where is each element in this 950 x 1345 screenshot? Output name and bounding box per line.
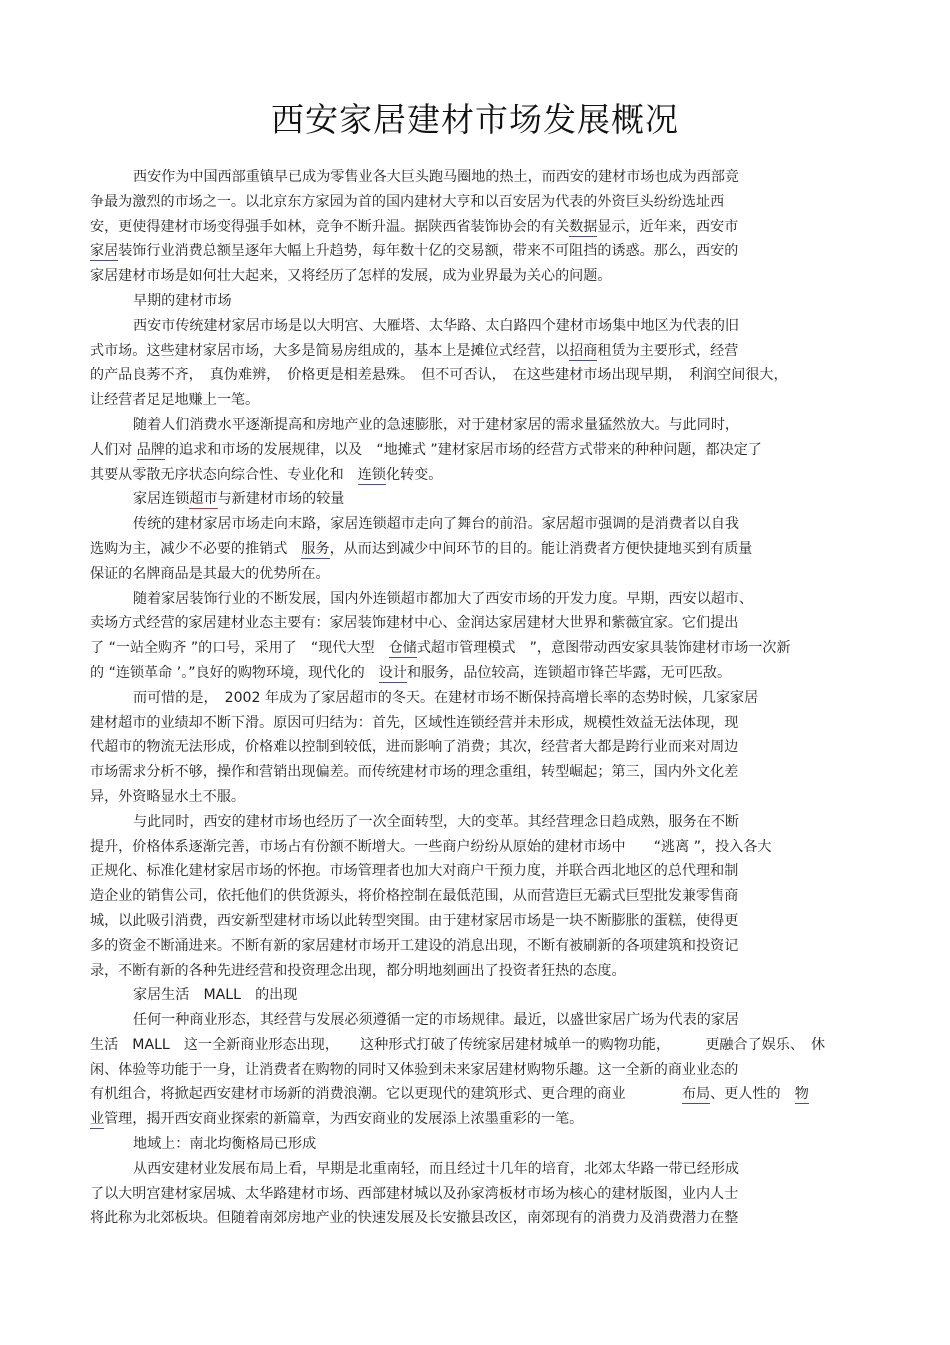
text-run: 正规化、标准化建材家居市场的怀抱。市场管理者也加大对商户干预力度，并联合西北地区的总代理和制 (90, 863, 739, 880)
text-line (90, 1082, 870, 1107)
text-line (90, 413, 870, 438)
keyword-link: 数据 (569, 218, 598, 235)
text-line (90, 1033, 870, 1058)
text-run: 多的资金不断涌进来。不断有新的家居建材市场开工建设的消息出现，不断有被刷新的各项建筑和投资记 (90, 937, 739, 954)
text-run: 选购为主，减少不必要的推销式 (90, 540, 302, 557)
keyword-link: 物 (794, 1086, 809, 1103)
text-run: 录，不断有新的各种先进经营和投资理念出现，都分明地刻画出了投资者狂热的态度。 (90, 962, 626, 979)
text-run: 保证的名牌商品是其最大的优势所在。 (90, 565, 330, 582)
text-line (90, 859, 870, 884)
keyword-link: 品牌 (136, 441, 165, 458)
keyword-link: 超市 (189, 491, 218, 508)
text-line (90, 388, 870, 413)
text-run: 了以大明宫建材家居城、太华路建材市场、西部建材城以及孙家湾板材市场为核心的建材版图，业内人士 (90, 1185, 739, 1202)
text-line (90, 314, 870, 339)
text-run: 式市场。这些建材家居市场，大多是简易房组成的，基本上是摊位式经营，以 (90, 342, 570, 359)
text-run: 让经营者足足地赚上一笔。 (90, 392, 260, 409)
text-run: 、更人性的 (710, 1086, 795, 1103)
text-line (90, 735, 870, 760)
text-run: 有机组合，将掀起西安建材市场新的消费浪潮。它以更现代的建筑形式、更合理的商业 (90, 1086, 682, 1103)
text-line (90, 562, 870, 587)
text-run: 家居生活 MALL 的出现 (133, 987, 298, 1004)
text-run: 建材超市的业绩却不断下滑。原因可归结为：首先，区域性连锁经营并未形成，规模性效益无法体现，现 (90, 714, 739, 731)
text-line (90, 686, 870, 711)
keyword-link: 设计 (378, 664, 407, 681)
text-line (90, 363, 870, 388)
text-run: 将此称为北郊板块。但随着南郊房地产业的快速发展及长安撤县改区，南郊现有的消费力及消费潜力在整 (90, 1210, 739, 1227)
text-run: 的产品良莠不齐， 真伪难辨， 价格更是相差悬殊。 但不可否认， 在这些建材市场出现早期， 利润空间很大， (90, 367, 788, 384)
text-line (90, 1157, 870, 1182)
keyword-link: 布局 (681, 1086, 711, 1103)
text-run: 从西安建材业发展布局上看，早期是北重南轻，而且经过十几年的培育，北郊太华路一带已经形成 (133, 1160, 740, 1177)
text-line (90, 537, 870, 562)
text-run: 人们对 (90, 441, 137, 458)
keyword-link: 连锁 (357, 466, 386, 483)
text-line (90, 1182, 870, 1207)
keyword-link: 服务 (301, 540, 330, 557)
text-run: 的 “连锁革命 ’。”良好的购物环境，现代化的 (90, 664, 379, 681)
text-line (90, 835, 870, 860)
text-line (90, 512, 870, 537)
text-run: 随着人们消费水平逐渐提高和房地产业的急速膨胀，对于建材家居的需求量猛然放大。与此同时， (133, 416, 740, 433)
text-line (90, 463, 870, 488)
text-run: 闲、体验等功能于一身，让消费者在购物的同时又体验到未来家居建材购物乐趣。这一全新的商业业态的 (90, 1061, 739, 1078)
text-line (90, 165, 870, 190)
text-run: 提升，价格体系逐渐完善，市场占有份额不断增大。一些商户纷纷从原始的建材市场中 “逃离 ”，投入各大 (90, 838, 772, 855)
text-run: 显示，近年来，西安市 (597, 218, 739, 235)
text-line (90, 785, 870, 810)
text-run: 西安作为中国西部重镇早已成为零售业各大巨头跑马圈地的热土，而西安的建材市场也成为西部竞 (133, 169, 740, 185)
document-title: 西安家居建材市场发展概况 (271, 100, 679, 139)
text-line (90, 587, 870, 612)
text-run: 任何一种商业形态，其经营与发展必须遵循一定的市场规律。最近，以盛世家居广场为代表的家居 (133, 1012, 740, 1029)
text-run: 的追求和市场的发展规律，以及 “地摊式 ”建材家居市场的经营方式带来的种种问题，都决定了 (164, 441, 762, 458)
text-line (90, 487, 870, 512)
text-run: 早期的建材市场 (133, 292, 232, 309)
keyword-link: 招商 (569, 342, 598, 359)
keyword-link: 家居 (90, 243, 119, 260)
text-line (90, 959, 870, 984)
text-line (90, 884, 870, 909)
text-run: 租赁为主要形式，经营 (597, 342, 739, 359)
document-body (90, 165, 870, 1231)
text-run: 与此同时，西安的建材市场也经历了一次全面转型，大的变革。其经营理念日趋成熟，服务在不断 (133, 813, 740, 830)
text-run: 市场需求分析不够，操作和营销出现偏差。而传统建材市场的理念重组，转型崛起；第三，国内外文化差 (90, 764, 739, 781)
text-line (90, 661, 870, 686)
text-run: 管理，揭开西安商业探索的新篇章，为西安商业的发展添上浓墨重彩的一笔。 (104, 1111, 584, 1128)
text-run: 装饰行业消费总额呈逐年大幅上升趋势，每年数十亿的交易额，带来不可阻挡的诱惑。那么，西安的 (118, 243, 739, 260)
text-run: 和服务，品位较高，连锁超市锋芒毕露，无可匹敌。 (406, 664, 732, 681)
text-line (90, 1132, 870, 1157)
text-line (90, 264, 870, 289)
text-run: ，从而达到减少中间环节的目的。能让消费者方便快捷地买到有质量 (329, 540, 753, 557)
text-run: 生活 MALL 这一全新商业形态出现， 这种形式打破了传统家居建材城单一的购物功能， 更融合了娱乐、 休 (90, 1036, 826, 1053)
text-run: 卖场方式经营的家居建材业态主要有：家居装饰建材中心、金润达家居建材大世界和紫薇宜家。它们提出 (90, 615, 739, 632)
text-line (90, 760, 870, 785)
text-line (90, 1008, 870, 1033)
text-run: 城，以此吸引消费，西安新型建材市场以此转型突围。由于建材家居市场是一块不断膨胀的蛋糕，使得更 (90, 912, 739, 929)
text-run: 代超市的物流无法形成，价格难以控制到较低，进而影响了消费；其次，经营者大都是跨行业而来对周边 (90, 739, 739, 756)
text-run: 安，更使得建材市场变得强手如林，竞争不断升温。据陕西省装饰协会的有关 (90, 218, 570, 235)
keyword-link: 业 (90, 1111, 105, 1128)
text-line (90, 934, 870, 959)
text-line (90, 983, 870, 1008)
text-run: 式超市管理模式 ”，意图带动西安家具装饰建材市场一次新 (416, 640, 791, 657)
text-run: 与新建材市场的较量 (217, 491, 345, 508)
text-line (90, 215, 870, 240)
text-run: 了 “一站全购齐 ”的口号，采用了 “现代大型 (90, 640, 389, 657)
text-run: 家居建材市场是如何壮大起来，又将经历了怎样的发展，成为业界最为关心的问题。 (90, 268, 612, 285)
text-line (90, 438, 870, 463)
text-run: 其要从零散无序状态向综合性、专业化和 (90, 466, 358, 483)
text-run: 家居连锁 (133, 491, 190, 508)
text-line (90, 1206, 870, 1231)
text-line (90, 1058, 870, 1083)
text-run: 造企业的销售公司，依托他们的供货源头，将价格控制在最低范围，从而营造巨无霸式巨型批发兼零售商 (90, 888, 739, 905)
text-line (90, 239, 870, 264)
text-line (90, 289, 870, 314)
text-line (90, 810, 870, 835)
text-line (90, 711, 870, 736)
text-run: 争最为激烈的市场之一。以北京东方家园为首的国内建材大亨和以百安居为代表的外资巨头纷纷选址西 (90, 193, 725, 210)
text-line (90, 339, 870, 364)
text-line (90, 611, 870, 636)
text-run: 传统的建材家居市场走向末路，家居连锁超市走向了舞台的前沿。家居超市强调的是消费者以自我 (133, 516, 740, 533)
text-run: 化转变。 (385, 466, 443, 483)
text-line (90, 190, 870, 215)
text-run: 西安市传统建材家居市场是以大明宫、大雁塔、太华路、太白路四个建材市场集中地区为代表的旧 (133, 317, 740, 334)
keyword-link: 仓储 (388, 640, 417, 657)
text-line (90, 636, 870, 661)
text-line (90, 909, 870, 934)
text-line (90, 1107, 870, 1132)
text-run: 随着家居装饰行业的不断发展，国内外连锁超市都加大了西安市场的开发力度。早期，西安以超市、 (133, 590, 754, 607)
text-run: 而可惜的是， 2002 年成为了家居超市的冬天。在建材市场不断保持高增长率的态势时候，几家家居 (133, 689, 759, 706)
text-run: 地域上：南北均衡格局已形成 (133, 1136, 317, 1153)
text-run: 异，外资略显水土不服。 (90, 788, 246, 805)
